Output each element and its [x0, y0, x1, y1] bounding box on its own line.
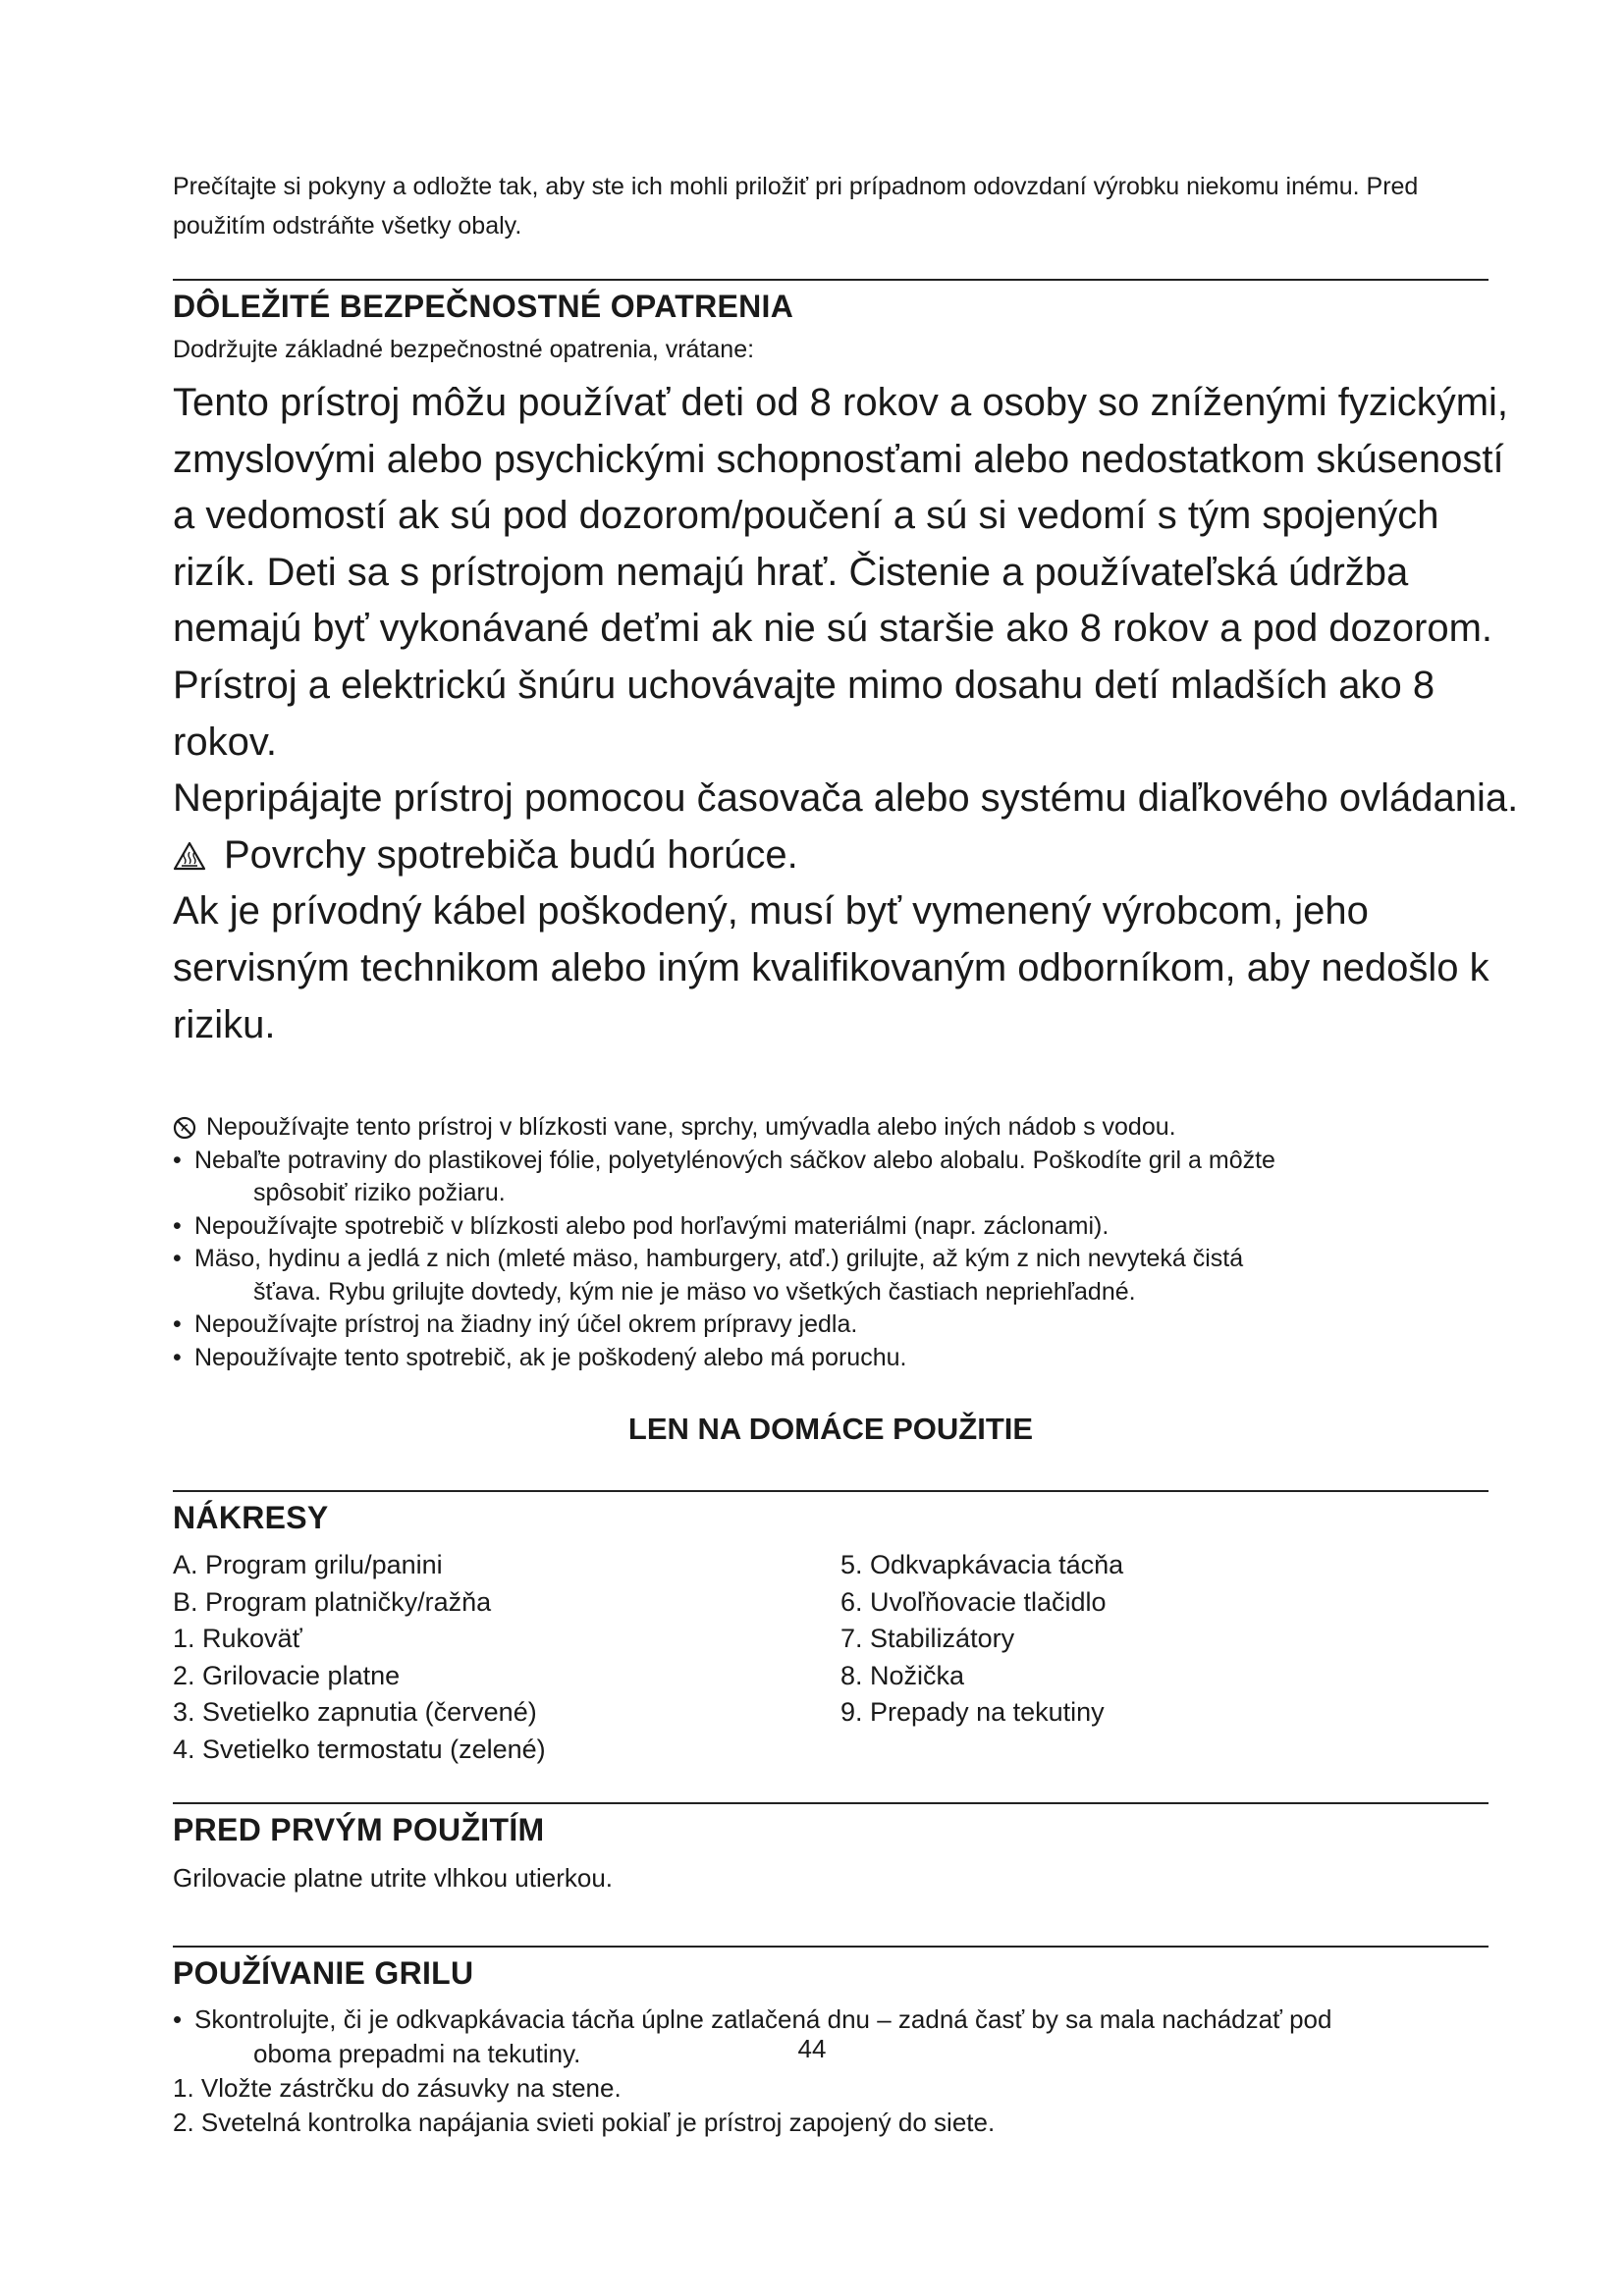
list-item: 9. Prepady na tekutiny [840, 1697, 1105, 1727]
children-warning: Tento prístroj môžu používať deti od 8 rokov a osoby so zníženými fyzickými, zmyslovými alebo psychickými schopnosťami alebo nedostatkom skúseností a vedomostí ak sú pod dozorom/poučení a sú si vedomí s tým spojených rizík. Deti sa s prístrojom nemajú hrať. Čistenie a používateľská údržba nemajú byť vykonávané deťmi ak nie sú staršie ako 8 rokov a pod dozorom. Prístroj a elektrickú šnúru uchovávajte mimo dosahu detí mladších ako 8 rokov. [173, 381, 1509, 764]
page-number: 44 [797, 2034, 827, 2063]
bullet: • [173, 1211, 182, 1240]
intro-text: Prečítajte si pokyny a odložte tak, aby ste ich mohli priložiť pri prípadnom odovzdaní výrobku niekomu inému. Pred použitím odstráňte všetky obaly. [173, 173, 1419, 240]
no-water-warning [173, 1111, 1479, 1145]
list-item: • Nepoužívajte prístroj na žiadny iný účel okrem prípravy jedla. [173, 1308, 1479, 1342]
hot-surface-text: Povrchy spotrebiča budú horúce. [224, 832, 798, 877]
safety-heading: DÔLEŽITÉ BEZPEČNOSTNÉ OPATRENIA [173, 289, 794, 324]
using-grill-list [173, 2002, 1479, 2140]
bullet: • [173, 2004, 183, 2034]
bullet: • [173, 1310, 182, 1338]
list-item: 6. Uvoľňovacie tlačidlo [840, 1586, 1107, 1617]
divider [173, 1946, 1489, 1948]
list-item: 8. Nožička [840, 1660, 965, 1690]
before-first-use-text: Grilovacie platne utrite vlhkou utierkou. [173, 1863, 614, 1893]
list-item: • Nepoužívajte tento spotrebič, ak je poškodený alebo má poruchu. [173, 1342, 1479, 1375]
hot-surface-icon [173, 841, 206, 871]
list-item: 3. Svetielko zapnutia (červené) [173, 1697, 537, 1727]
divider [173, 279, 1489, 281]
hot-surface-warning [173, 828, 1528, 884]
drawings-heading: NÁKRESY [173, 1500, 329, 1535]
cable-warning: Ak je prívodný kábel poškodený, musí byť vymenený výrobcom, jeho servisným technikom alebo iným kvalifikovaným odborníkom, aby nedošlo k riziku. [173, 889, 1489, 1046]
drawings-left-list [173, 1547, 546, 1768]
list-item: A. Program grilu/panini [173, 1550, 443, 1579]
prohibited-icon [173, 1116, 196, 1140]
list-item: • Mäso, hydinu a jedlá z nich (mleté mäso, hamburgery, atď.) grilujte, až kým z nich nevyteká čistá šťava. Rybu grilujte dovtedy, kým nie je mäso vo všetkých častiach nepriehľadné. [173, 1245, 1244, 1306]
drawings-right-list [840, 1547, 1123, 1732]
bullet: • [173, 1343, 182, 1371]
list-item: B. Program platničky/ražňa [173, 1586, 492, 1617]
bullet: • [173, 1245, 182, 1272]
safety-subheading: Dodržujte základné bezpečnostné opatrenia, vrátane: [173, 336, 755, 363]
no-water-text: Nepoužívajte tento prístroj v blízkosti vane, sprchy, umývadla alebo iných nádob s vodou. [206, 1113, 1176, 1141]
using-grill-heading: POUŽÍVANIE GRILU [173, 1955, 474, 1991]
list-item: 7. Stabilizátory [840, 1624, 1015, 1653]
list-item: • Nebaľte potraviny do plastikovej fólie, polyetylénových sáčkov alebo alobalu. Poškodíte gril a môžte spôsobiť riziko požiaru. [173, 1146, 1275, 1206]
safety-warnings [173, 375, 1528, 1053]
bullet: • [173, 1146, 182, 1174]
divider [173, 1802, 1489, 1804]
list-item: • Skontrolujte, či je odkvapkávacia tácňa úplne zatlačená dnu – zadná časť by sa mala nachádzať pod oboma prepadmi na tekutiny. [173, 2004, 1332, 2068]
step-item: 2. Svetelná kontrolka napájania svieti pokiaľ je prístroj zapojený do siete. [173, 2108, 996, 2137]
divider [173, 1490, 1489, 1492]
timer-warning: Nepripájajte prístroj pomocou časovača alebo systému diaľkového ovládania. [173, 776, 1519, 821]
step-item: 1. Vložte zástrčku do zásuvky na stene. [173, 2073, 622, 2103]
list-item: • Nepoužívajte spotrebič v blízkosti alebo pod horľavými materiálmi (napr. záclonami). [173, 1210, 1479, 1244]
before-first-use-heading: PRED PRVÝM POUŽITÍM [173, 1812, 545, 1847]
list-item: 5. Odkvapkávacia tácňa [840, 1550, 1124, 1579]
safety-list [173, 1111, 1479, 1374]
domestic-use-heading: LEN NA DOMÁCE POUŽITIE [627, 1412, 1034, 1446]
list-item: 2. Grilovacie platne [173, 1660, 401, 1690]
list-item: 4. Svetielko termostatu (zelené) [173, 1734, 546, 1764]
list-item: 1. Rukoväť [173, 1624, 302, 1653]
